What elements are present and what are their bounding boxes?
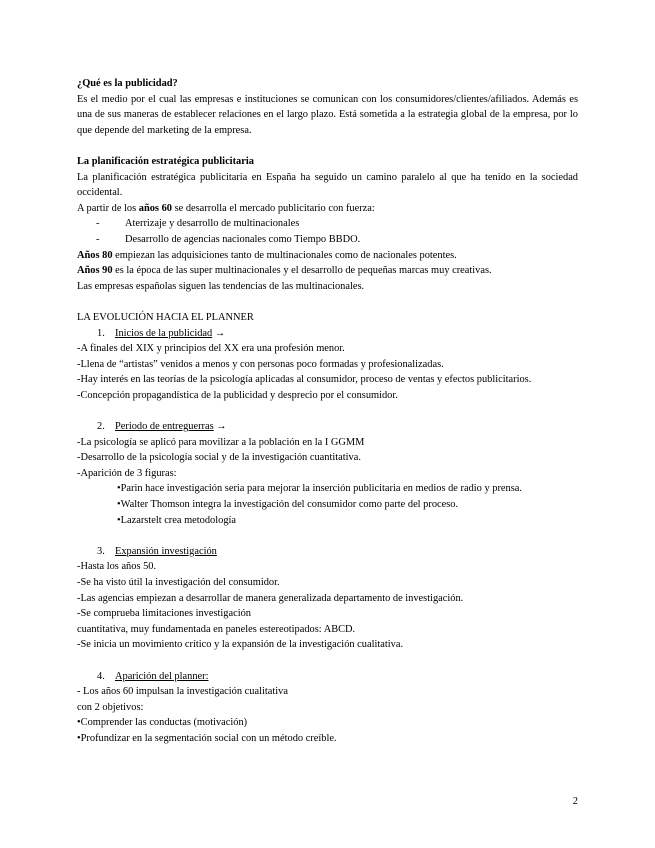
list-item: -Desarrollo de la psicología social y de la investigación cuantitativa. <box>77 452 361 464</box>
subsection-heading-expansion: 3. Expansión investigación <box>97 545 217 557</box>
line-anos-60: A partir de los años 60 se desarrolla el mercado publicitario con fuerza: <box>77 202 375 214</box>
list-item: -Llena de “artistas” venidos a menos y con personas poco formadas y profesionalizadas. <box>77 358 444 370</box>
list-item: •Profundizar en la segmentación social con un método creíble. <box>77 732 337 744</box>
closing-line: Las empresas españolas siguen las tendencias de las multinacionales. <box>77 280 365 292</box>
list-item: -La psicología se aplicó para movilizar a la población en la I GGMM <box>77 436 365 448</box>
subsection-heading-inicios: 1. Inicios de la publicidad → <box>97 327 226 339</box>
paragraph-planificacion: La planificación estratégica publicitaria en España ha seguido un camino paralelo al que ha tenido en la sociedad occidental. <box>77 171 578 199</box>
list-item: -Hay interés en las teorías de la psicología aplicadas al consumidor, proceso de ventas y efectos publicitarios. <box>77 374 532 386</box>
figure-item: •Parin hace investigación seria para mejorar la inserción publicitaria en medios de radio y prensa. <box>117 483 522 495</box>
dash-item: - Desarrollo de agencias nacionales como Tiempo BBDO. <box>96 233 361 245</box>
section-heading-planificacion: La planificación estratégica publicitaria <box>77 155 254 167</box>
list-item: -Concepción propagandística de la publicidad y desprecio por el consumidor. <box>77 389 398 401</box>
figure-item: •Walter Thomson integra la investigación del consumidor como parte del proceso. <box>117 499 459 511</box>
arrow-right-icon: → <box>216 421 227 433</box>
list-item: -Se inicia un movimiento crítico y la expansión de la investigación cualitativa. <box>77 639 404 651</box>
evolution-title: LA EVOLUCIÓN HACIA EL PLANNER <box>77 311 254 323</box>
subsection-heading-planner: 4. Aparición del planner: <box>97 670 209 682</box>
list-item: •Comprender las conductas (motivación) <box>77 717 248 729</box>
list-item: -A finales del XIX y principios del XX era una profesión menor. <box>77 343 345 355</box>
dash-item: - Aterrizaje y desarrollo de multinacionales <box>96 218 300 230</box>
bold-anos-60: años 60 <box>138 202 172 214</box>
line-anos-80: Años 80 empiezan las adquisiciones tanto de multinacionales como de nacionales potentes. <box>77 249 457 261</box>
list-item: cuantitativa, muy fundamentada en paneles estereotipados: ABCD. <box>77 623 356 635</box>
subsection-heading-entreguerras: 2. Periodo de entreguerras → <box>97 421 227 433</box>
list-item: -Aparición de 3 figuras: <box>77 467 177 479</box>
list-item: -Las agencias empiezan a desarrollar de manera generalizada departamento de investigación. <box>77 592 464 604</box>
list-item: -Se ha visto útil la investigación del consumidor. <box>77 577 280 588</box>
list-item: -Hasta los años 50. <box>77 561 157 573</box>
page-content <box>77 76 578 747</box>
line-anos-90: Años 90 es la época de las super multinacionales y el desarrollo de pequeñas marcas muy creativas. <box>77 265 492 277</box>
arrow-right-icon: → <box>214 327 226 339</box>
paragraph-definicion: Es el medio por el cual las empresas e instituciones se comunican con los consumidores/clientes/afiliados. Además es una de sus maneras de establecer relaciones en el largo plazo. Está sometida a la estrategia global de la empresa, por lo que depende del marketing de la empresa. <box>77 93 578 136</box>
list-item: -Se comprueba limitaciones investigación <box>77 608 251 620</box>
page-number: 2 <box>572 796 578 807</box>
list-item: - Los años 60 impulsan la investigación cualitativa <box>77 686 288 698</box>
list-item: con 2 objetivos: <box>77 701 144 713</box>
section-heading-que-es-publicidad: ¿Qué es la publicidad? <box>77 78 178 89</box>
figure-item: •Lazarstelt crea metodología <box>117 514 237 526</box>
